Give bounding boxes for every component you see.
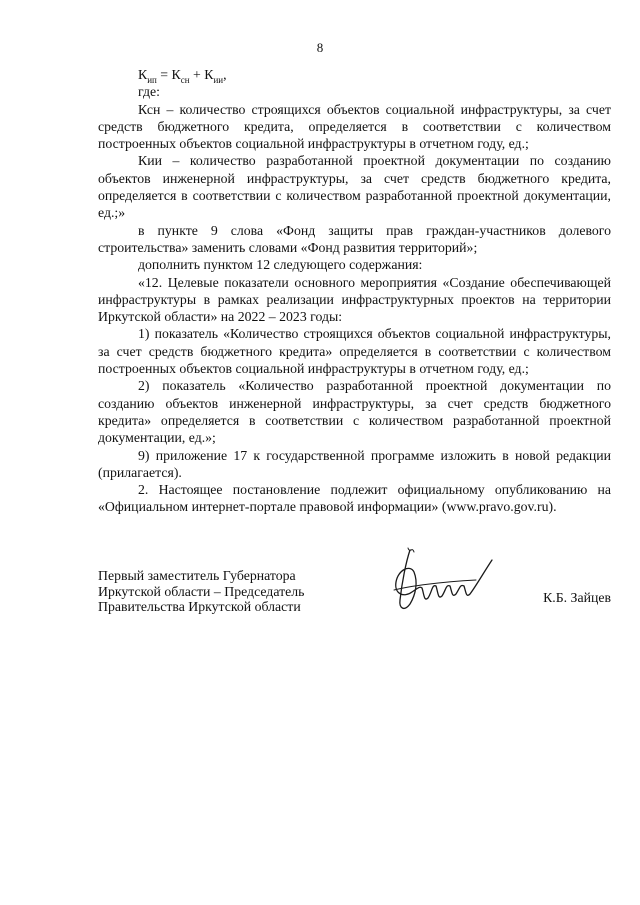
formula-term-2-sub: ии — [213, 74, 224, 85]
paragraph-indicator-1: 1) показатель «Количество строящихся объектов социальной инфраструктуры, за счет средств бюджетного кредита» определяется в соответствии с количеством построенных объектов социальной инфраструктуры в отчетном году, ед.; — [98, 326, 611, 377]
paragraph-item-12: «12. Целевые показатели основного мероприятия «Создание обеспечивающей инфраструктуры в рамках реализации инфраструктурных проектов на территории Иркутской области» на 2022 – 2023 годы: — [98, 274, 611, 325]
paragraph-kii: Кии – количество разработанной проектной документации по созданию объектов инженерной инфраструктуры, за счет средств бюджетного кредита, определяется в соответствии с количеством разработанной проектной документации, ед.;» — [98, 153, 611, 221]
signature-block — [98, 568, 611, 638]
formula-term-1-sub: сн — [180, 74, 190, 85]
paragraph-add-item-12: дополнить пунктом 12 следующего содержания: — [138, 257, 423, 273]
formula-plus: + — [189, 67, 205, 82]
paragraph-indicator-2: 2) показатель «Количество разработанной проектной документации по созданию объектов инженерной инфраструктуры, за счет средств бюджетного кредита» определяется в соответствии с количеством разработанной проектной документации, ед.»; — [98, 378, 611, 446]
paragraph-item-9: в пункте 9 слова «Фонд защиты прав граждан-участников долевого строительства» заменить словами «Фонд развития территорий»; — [98, 222, 611, 255]
formula-equals: = — [156, 67, 172, 82]
formula-term-2: К — [204, 67, 214, 82]
signer-name: К.Б. Зайцев — [543, 590, 611, 605]
paragraph-ksn: Ксн – количество строящихся объектов социальной инфраструктуры, за счет средств бюджетного кредита, определяется в соответствии с количеством построенных объектов социальной инфраструктуры в отчетном году, ед.; — [98, 101, 611, 152]
formula — [98, 66, 611, 83]
paragraph-appendix-17: 9) приложение 17 к государственной программе изложить в новой редакции (прилагается). — [98, 447, 611, 480]
formula-lhs-sub: ип — [147, 74, 157, 85]
signer-title — [98, 568, 348, 615]
signer-title-line: Иркутской области – Председатель — [98, 583, 305, 599]
handwritten-signature — [380, 542, 510, 622]
page-number: 8 — [316, 40, 324, 55]
paragraph-publication: 2. Настоящее постановление подлежит официальному опубликованию на «Официальном интернет-портале правовой информации» (www.pravo.gov.ru). — [98, 482, 611, 515]
signer-title-line: Первый заместитель Губернатора — [98, 568, 296, 583]
formula-tail: , — [223, 67, 227, 82]
signer-title-line: Правительства Иркутской области — [98, 599, 301, 614]
formula-term-1: К — [171, 67, 181, 82]
document-body — [98, 66, 611, 516]
formula-lhs: К — [138, 67, 148, 82]
paragraph-where: где: — [138, 84, 160, 100]
